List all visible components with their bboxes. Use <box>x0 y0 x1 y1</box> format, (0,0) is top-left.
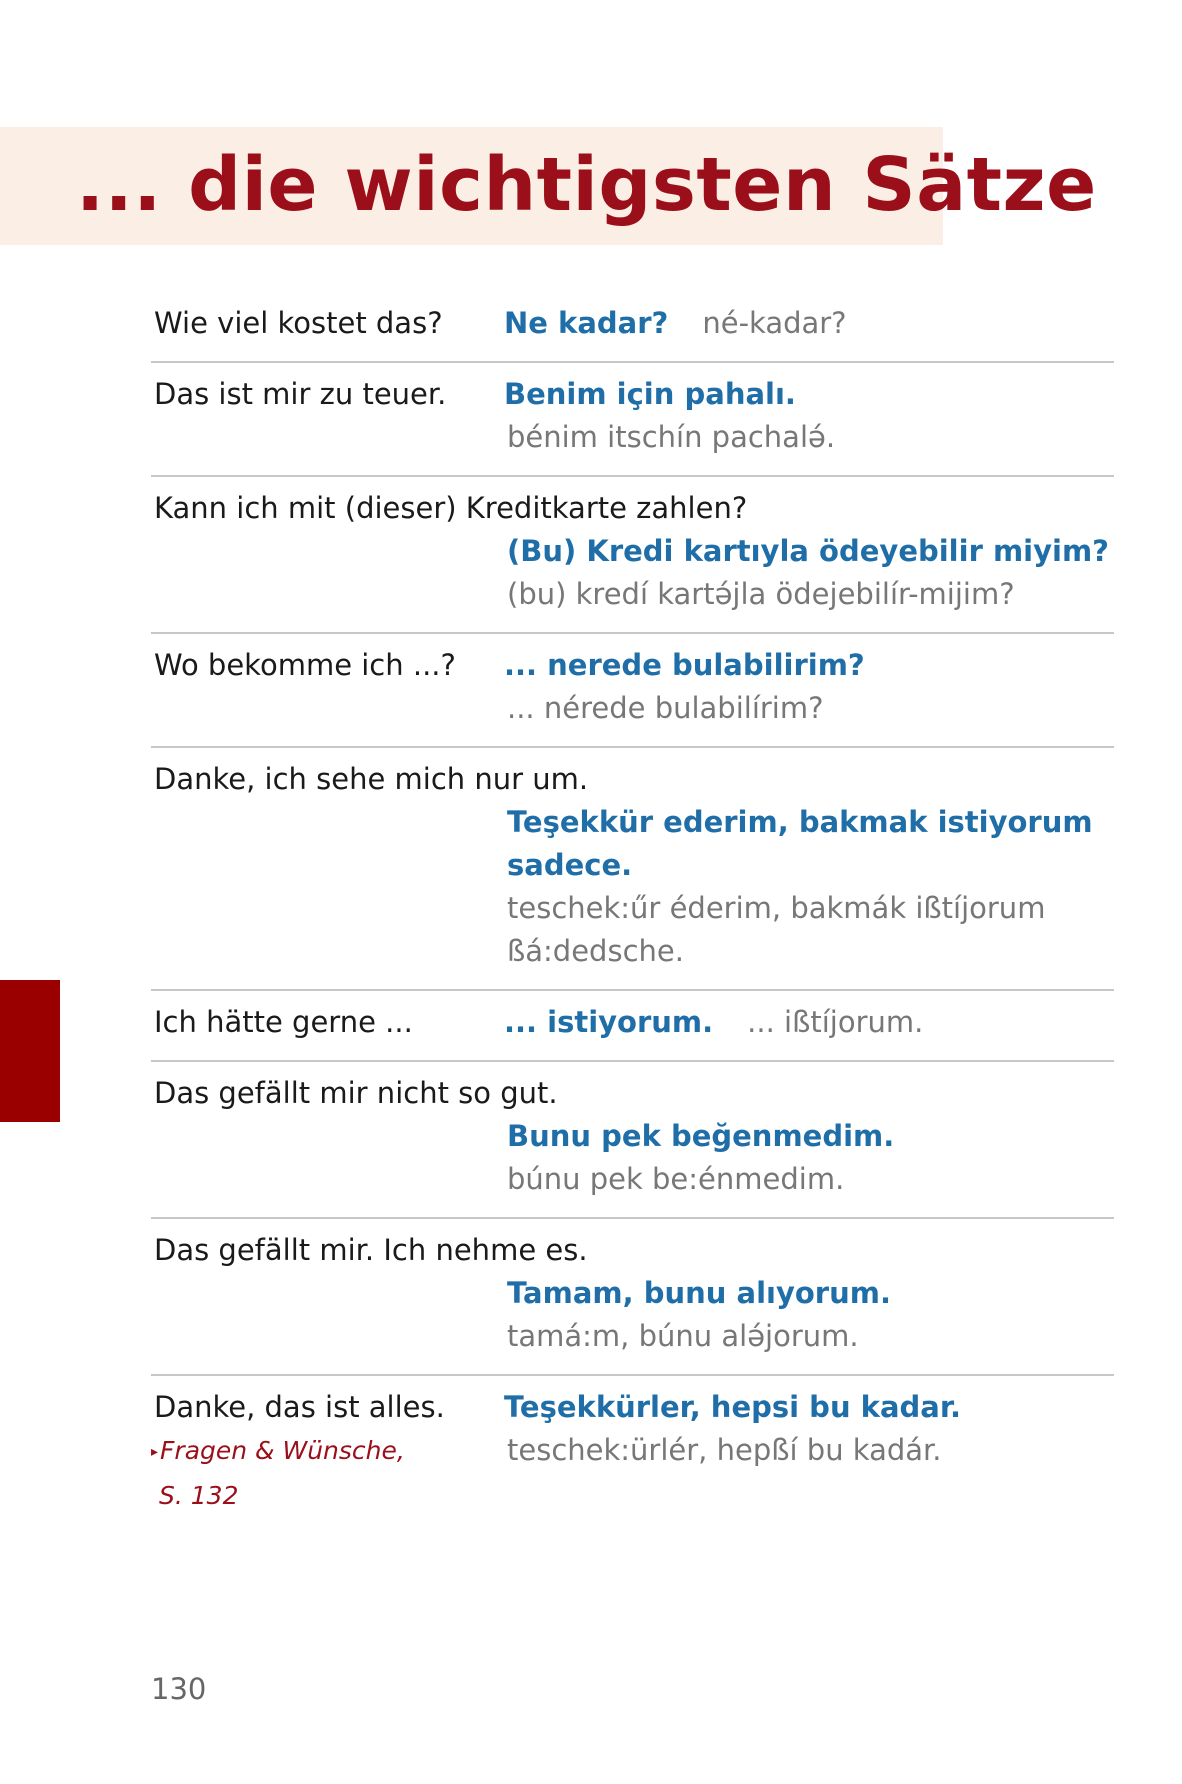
phrase-list <box>151 292 1114 1510</box>
german-phrase: Ich hätte gerne ... <box>154 1005 413 1039</box>
phrase-row <box>151 748 1114 991</box>
phonetic-transcription: ... ißtíjorum. <box>747 1005 924 1039</box>
phrase-row <box>151 363 1114 477</box>
turkish-phrase-line-1: Teşekkür ederim, bakmak istiyorum <box>507 805 1093 839</box>
cross-reference-link[interactable] <box>151 1429 451 1517</box>
phonetic-transcription: teschek:ürlér, hepßí bu kadár. <box>507 1433 942 1467</box>
turkish-phrase: Ne kadar? <box>504 306 669 340</box>
phrase-row <box>151 1376 1114 1510</box>
cross-reference-page: S. 132 <box>159 1480 239 1510</box>
turkish-phrase: Tamam, bunu alıyorum. <box>507 1276 891 1310</box>
phrase-row <box>151 1219 1114 1376</box>
german-phrase: Kann ich mit (dieser) Kreditkarte zahlen? <box>154 491 748 525</box>
phrase-row <box>151 634 1114 748</box>
turkish-phrase: ... istiyorum. <box>504 1005 714 1039</box>
phonetic-transcription: tamá:m, búnu alə́jorum. <box>507 1319 859 1353</box>
phonetic-transcription: búnu pek be:énmedim. <box>507 1162 845 1196</box>
chapter-side-tab <box>0 980 60 1122</box>
german-phrase: Danke, ich sehe mich nur um. <box>154 762 589 796</box>
german-phrase: Das gefällt mir nicht so gut. <box>154 1076 558 1110</box>
phrase-row <box>151 991 1114 1062</box>
phrase-row <box>151 292 1114 363</box>
turkish-phrase: Teşekkürler, hepsi bu kadar. <box>504 1390 962 1424</box>
german-phrase: Wo bekomme ich ...? <box>154 648 456 682</box>
turkish-phrase: Benim için pahalı. <box>504 377 796 411</box>
phrase-row <box>151 1062 1114 1219</box>
german-phrase: Das gefällt mir. Ich nehme es. <box>154 1233 588 1267</box>
phonetic-transcription: ... nérede bulabilírim? <box>507 691 824 725</box>
page-number: 130 <box>151 1672 207 1706</box>
turkish-phrase: Bunu pek beğenmedim. <box>507 1119 895 1153</box>
german-phrase: Das ist mir zu teuer. <box>154 377 447 411</box>
phonetic-transcription: né-kadar? <box>702 306 847 340</box>
cross-reference-text: Fragen & Wünsche, <box>160 1436 405 1465</box>
turkish-phrase: ... nerede bulabilirim? <box>504 648 865 682</box>
arrow-right-icon: ▸ <box>151 1443 159 1460</box>
phonetic-transcription-line-1: teschek:űr éderim, bakmák ißtíjorum <box>507 891 1046 925</box>
phrase-row <box>151 477 1114 634</box>
phonetic-transcription: (bu) kredí kartə́jla ödejebilír-mijim? <box>507 577 1015 611</box>
phonetic-transcription: bénim itschín pachalə́. <box>507 420 836 454</box>
german-phrase: Wie viel kostet das? <box>154 306 443 340</box>
turkish-phrase: (Bu) Kredi kartıyla ödeyebilir miyim? <box>507 534 1110 568</box>
turkish-phrase-line-2: sadece. <box>507 848 633 882</box>
phonetic-transcription-line-2: ßá:dedsche. <box>507 934 684 968</box>
page-title: ... die wichtigsten Sätze <box>76 142 1097 228</box>
german-phrase: Danke, das ist alles. <box>154 1390 445 1424</box>
